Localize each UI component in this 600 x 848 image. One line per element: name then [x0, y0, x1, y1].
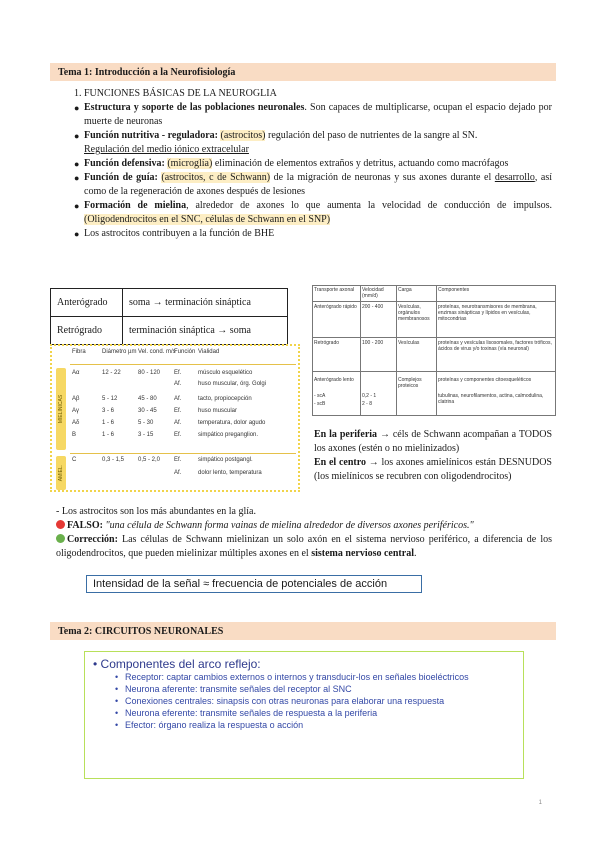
list-item — [56, 199, 552, 227]
reflex-title-text: Componentes del arco reflejo: — [100, 657, 261, 671]
divider — [436, 285, 437, 416]
divider — [312, 337, 556, 338]
list-item — [56, 227, 552, 241]
reflex-title: • Componentes del arco reflejo: — [93, 657, 261, 671]
falso-text: "una célula de Schwann forma vainas de mielina alrededor de diversos axones periféricos." — [102, 520, 474, 531]
cell-velocidad: 200 - 400 — [362, 304, 384, 310]
cell-vialidad: huso muscular, órg. Golgi — [198, 381, 267, 387]
red-circle-icon — [56, 520, 65, 529]
note-text: → los axones amielínicos están DESNUDOS (los mielínicos se recubren con oligodendrocitos) — [314, 457, 552, 482]
item-underline: desarrollo — [494, 172, 535, 183]
cell-velocidad: 3 - 15 — [138, 432, 154, 438]
bullet-icon: ● — [74, 159, 80, 169]
cell-funcion: Ef. — [174, 432, 182, 438]
divider — [312, 415, 556, 416]
section-number: 1. — [74, 88, 82, 99]
header-vialidad: Vialidad — [198, 349, 220, 355]
cell-fibra: Aβ — [72, 396, 80, 402]
cell-fibra: Aα — [72, 370, 80, 376]
item-bold: Función de guía: — [84, 172, 158, 183]
table-cell: Anterógrado — [51, 289, 123, 317]
list-item — [56, 157, 552, 171]
cell-velocidad: 0,5 - 2,0 — [138, 457, 161, 463]
transport-table — [50, 288, 288, 345]
tema1-header — [50, 63, 556, 81]
cell-carga: Vesículas, orgánulos membranosos — [398, 304, 430, 322]
cell-componentes: proteínas y componentes citoesqueléticos — [438, 377, 532, 383]
table-row — [52, 370, 298, 381]
cell-tipo: Anterógrado rápido — [314, 304, 357, 310]
section-heading-text: FUNCIONES BÁSICAS DE LA NEUROGLIA — [84, 88, 277, 99]
bullet-icon: ● — [74, 201, 80, 211]
cell-funcion: Af. — [174, 381, 182, 387]
list-item — [56, 101, 552, 129]
table-row — [52, 396, 298, 407]
divider — [360, 285, 361, 416]
item-text: de la migración de neuronas y sus axones durante el — [270, 172, 495, 183]
axonal-transport-table — [312, 285, 556, 416]
green-circle-icon — [56, 534, 65, 543]
cell-funcion: Af. — [174, 396, 182, 402]
table-row — [51, 289, 288, 317]
periferia-line — [314, 428, 552, 456]
cell-velocidad: 2 - 8 — [362, 401, 373, 407]
divider — [312, 285, 313, 416]
table-header — [52, 349, 298, 360]
header-fibra: Fibra — [72, 349, 86, 355]
divider — [70, 364, 296, 365]
table-cell: Retrógrado — [51, 317, 123, 345]
reflex-item: • Receptor: captar cambios externos o internos y transducir-los en señales bioeléctricos — [115, 671, 515, 683]
cell-fibra: Aδ — [72, 420, 80, 426]
table-row — [51, 317, 288, 345]
item-bold: Función nutritiva - reguladora: — [84, 130, 218, 141]
cell-tipo: - scB — [314, 401, 326, 407]
table-row — [52, 420, 298, 431]
item-underline: Regulación del medio iónico extracelular — [84, 144, 249, 155]
cell-tipo: Anterógrado lento — [314, 377, 354, 383]
tema2-header — [50, 622, 556, 640]
bullet-icon: ● — [74, 229, 80, 239]
cell-diametro: 0,3 - 1,5 — [102, 457, 125, 463]
falso-label: FALSO: — [67, 520, 103, 531]
page-number: 1 — [538, 800, 542, 806]
item-text: , así como de la regeneración de axones después de lesiones — [84, 172, 553, 197]
table-row — [52, 381, 298, 392]
divider — [312, 371, 556, 372]
table-row — [52, 408, 298, 419]
note-text: → céls de Schwann acompañan a TODOS los axones (estén o no mielinizados) — [314, 429, 553, 454]
item-text: Los astrocitos contribuyen a la función de BHE — [84, 228, 275, 239]
correccion-end: . — [413, 548, 417, 559]
cell-vialidad: dolor lento, temperatura — [198, 470, 262, 476]
header-velocidad: Velocidad (mm/d) — [362, 287, 384, 299]
item-text: . Son capaces de multiplicarse, ocupan el espacio dejado por muerte de neuronas — [84, 102, 552, 127]
cell-componentes: tubulinas, neurofilamentos, actina, calmodulina, clatrina — [438, 393, 544, 405]
item-text: regulación del paso de nutrientes de la sangre al SN. — [265, 130, 478, 141]
cell-velocidad: 80 - 120 — [138, 370, 161, 376]
correccion-text: Las células de Schwann mielinizan un solo axón en el sistema nervioso periférico, a diferencia de los oligodendrocitos, que pueden mielinizar múltiples axones en el — [56, 534, 552, 559]
header-velocidad: Vel. cond. m/s — [138, 349, 176, 355]
table-cell: soma → terminación sináptica — [123, 289, 288, 317]
item-text: eliminación de elementos extraños y detritus, actuando como macrófagos — [212, 158, 509, 169]
header-funcion: Función — [174, 349, 196, 355]
divider — [396, 285, 397, 416]
cell-vialidad: tacto, propiocepción — [198, 396, 252, 402]
intensity-box — [86, 575, 422, 593]
cell-diametro: 5 - 12 — [102, 396, 118, 402]
fiber-classification-table — [50, 344, 300, 492]
cell-vialidad: músculo esquelético — [198, 370, 253, 376]
cell-carga: Vesículas — [398, 340, 420, 346]
table-cell: terminación sináptica → soma — [123, 317, 288, 345]
cell-diametro: 1 - 6 — [102, 420, 115, 426]
list-item — [56, 171, 552, 199]
cell-velocidad: 30 - 45 — [138, 408, 157, 414]
cell-componentes: proteínas, neurotransmisores de membrana, enzimas sinápticas y lípidos en vesículas, mitocondrias — [438, 304, 537, 322]
correccion-label: Corrección: — [67, 534, 118, 545]
cell-funcion: Ef. — [174, 370, 182, 376]
cell-velocidad: 45 - 80 — [138, 396, 157, 402]
header-componentes: Componentes — [438, 287, 470, 293]
section-heading — [56, 87, 552, 101]
divider — [312, 301, 556, 302]
notes-block — [56, 505, 552, 561]
item-highlight: (microglía) — [167, 158, 213, 169]
item-highlight: (Oligodendrocitos en el SNC, células de Schwann en el SNP) — [84, 214, 331, 225]
cell-tipo: - scA — [314, 393, 326, 399]
note-bold: En el centro — [314, 457, 366, 468]
tema1-title: Tema 1: Introducción a la Neurofisiología — [58, 67, 236, 78]
correccion-bold: sistema nervioso central — [311, 548, 414, 559]
cell-funcion: Af. — [174, 420, 182, 426]
cell-fibra: B — [72, 432, 77, 438]
reflex-item: • Neurona aferente: transmite señales del receptor al SNC — [115, 683, 515, 695]
cell-diametro: 1 - 6 — [102, 432, 115, 438]
header-tipo: Transporte axonal — [314, 287, 355, 293]
cell-diametro: 12 - 22 — [102, 370, 121, 376]
divider — [312, 285, 556, 286]
table-row — [52, 457, 298, 468]
tema2-title: Tema 2: CIRCUITOS NEURONALES — [58, 626, 224, 637]
bullet-icon: ● — [74, 131, 80, 141]
falso-line — [56, 519, 552, 533]
cell-funcion: Ef. — [174, 408, 182, 414]
reflex-item: • Conexiones centrales: sinapsis con otras neuronas para elaborar una respuesta — [115, 695, 515, 707]
cell-funcion: Af. — [174, 470, 182, 476]
cell-vialidad: huso muscular — [198, 408, 238, 414]
periferia-note — [314, 428, 552, 484]
header-diametro: Diámetro µm — [102, 349, 137, 355]
table-row — [52, 470, 298, 481]
item-text: , alrededor de axones lo que aumenta la velocidad de conducción de impulsos. — [186, 200, 552, 211]
side-label-text: MIELINICAS — [58, 394, 64, 424]
centro-line — [314, 456, 552, 484]
bullet-icon: ● — [74, 173, 80, 183]
item-bold: Estructura y soporte de las poblaciones neuronales — [84, 102, 305, 113]
bullet-icon: ● — [74, 103, 80, 113]
divider — [70, 453, 296, 454]
cell-vialidad: simpático preganglion. — [198, 432, 259, 438]
astro-note: - Los astrocitos son los más abundantes en la glía. — [56, 506, 256, 517]
cell-velocidad: 100 - 200 — [362, 340, 384, 346]
cell-fibra: Aγ — [72, 408, 80, 414]
correccion-line — [56, 533, 552, 561]
cell-vialidad: temperatura, dolor agudo — [198, 420, 266, 426]
note-bold: En la periferia — [314, 429, 378, 440]
cell-fibra: C — [72, 457, 77, 463]
reflex-item: • Neurona eferente: transmite señales de respuesta a la periferia — [115, 707, 515, 719]
item-highlight: (astrocitos) — [220, 130, 266, 141]
cell-velocidad: 0,2 - 1 — [362, 393, 377, 399]
divider — [555, 285, 556, 416]
side-label-text: AMIEL. — [58, 464, 64, 482]
cell-vialidad: simpático postgangl. — [198, 457, 253, 463]
item-highlight: (astrocitos, c de Schwann) — [161, 172, 271, 183]
cell-velocidad: 5 - 30 — [138, 420, 154, 426]
intensity-text: Intensidad de la señal ≈ frecuencia de potenciales de acción — [93, 578, 388, 590]
cell-tipo: Retrógrado — [314, 340, 340, 346]
neuroglia-section — [56, 87, 552, 241]
cell-componentes: proteínas y vesículas lisosomales, factores tróficos, ácidos de virus y/o toxinas (vía neuronal) — [438, 340, 552, 352]
list-item — [56, 129, 552, 157]
item-bold: Función defensiva: — [84, 158, 165, 169]
header-carga: Carga — [398, 287, 412, 293]
cell-diametro: 3 - 6 — [102, 408, 115, 414]
reflex-item: • Efector: órgano realiza la respuesta o acción — [115, 719, 515, 731]
reflex-arc-box — [84, 651, 524, 779]
table-row — [52, 432, 298, 443]
cell-carga: Complejos proteicos — [398, 377, 422, 389]
item-bold: Formación de mielina — [84, 200, 187, 211]
cell-funcion: Ef. — [174, 457, 182, 463]
